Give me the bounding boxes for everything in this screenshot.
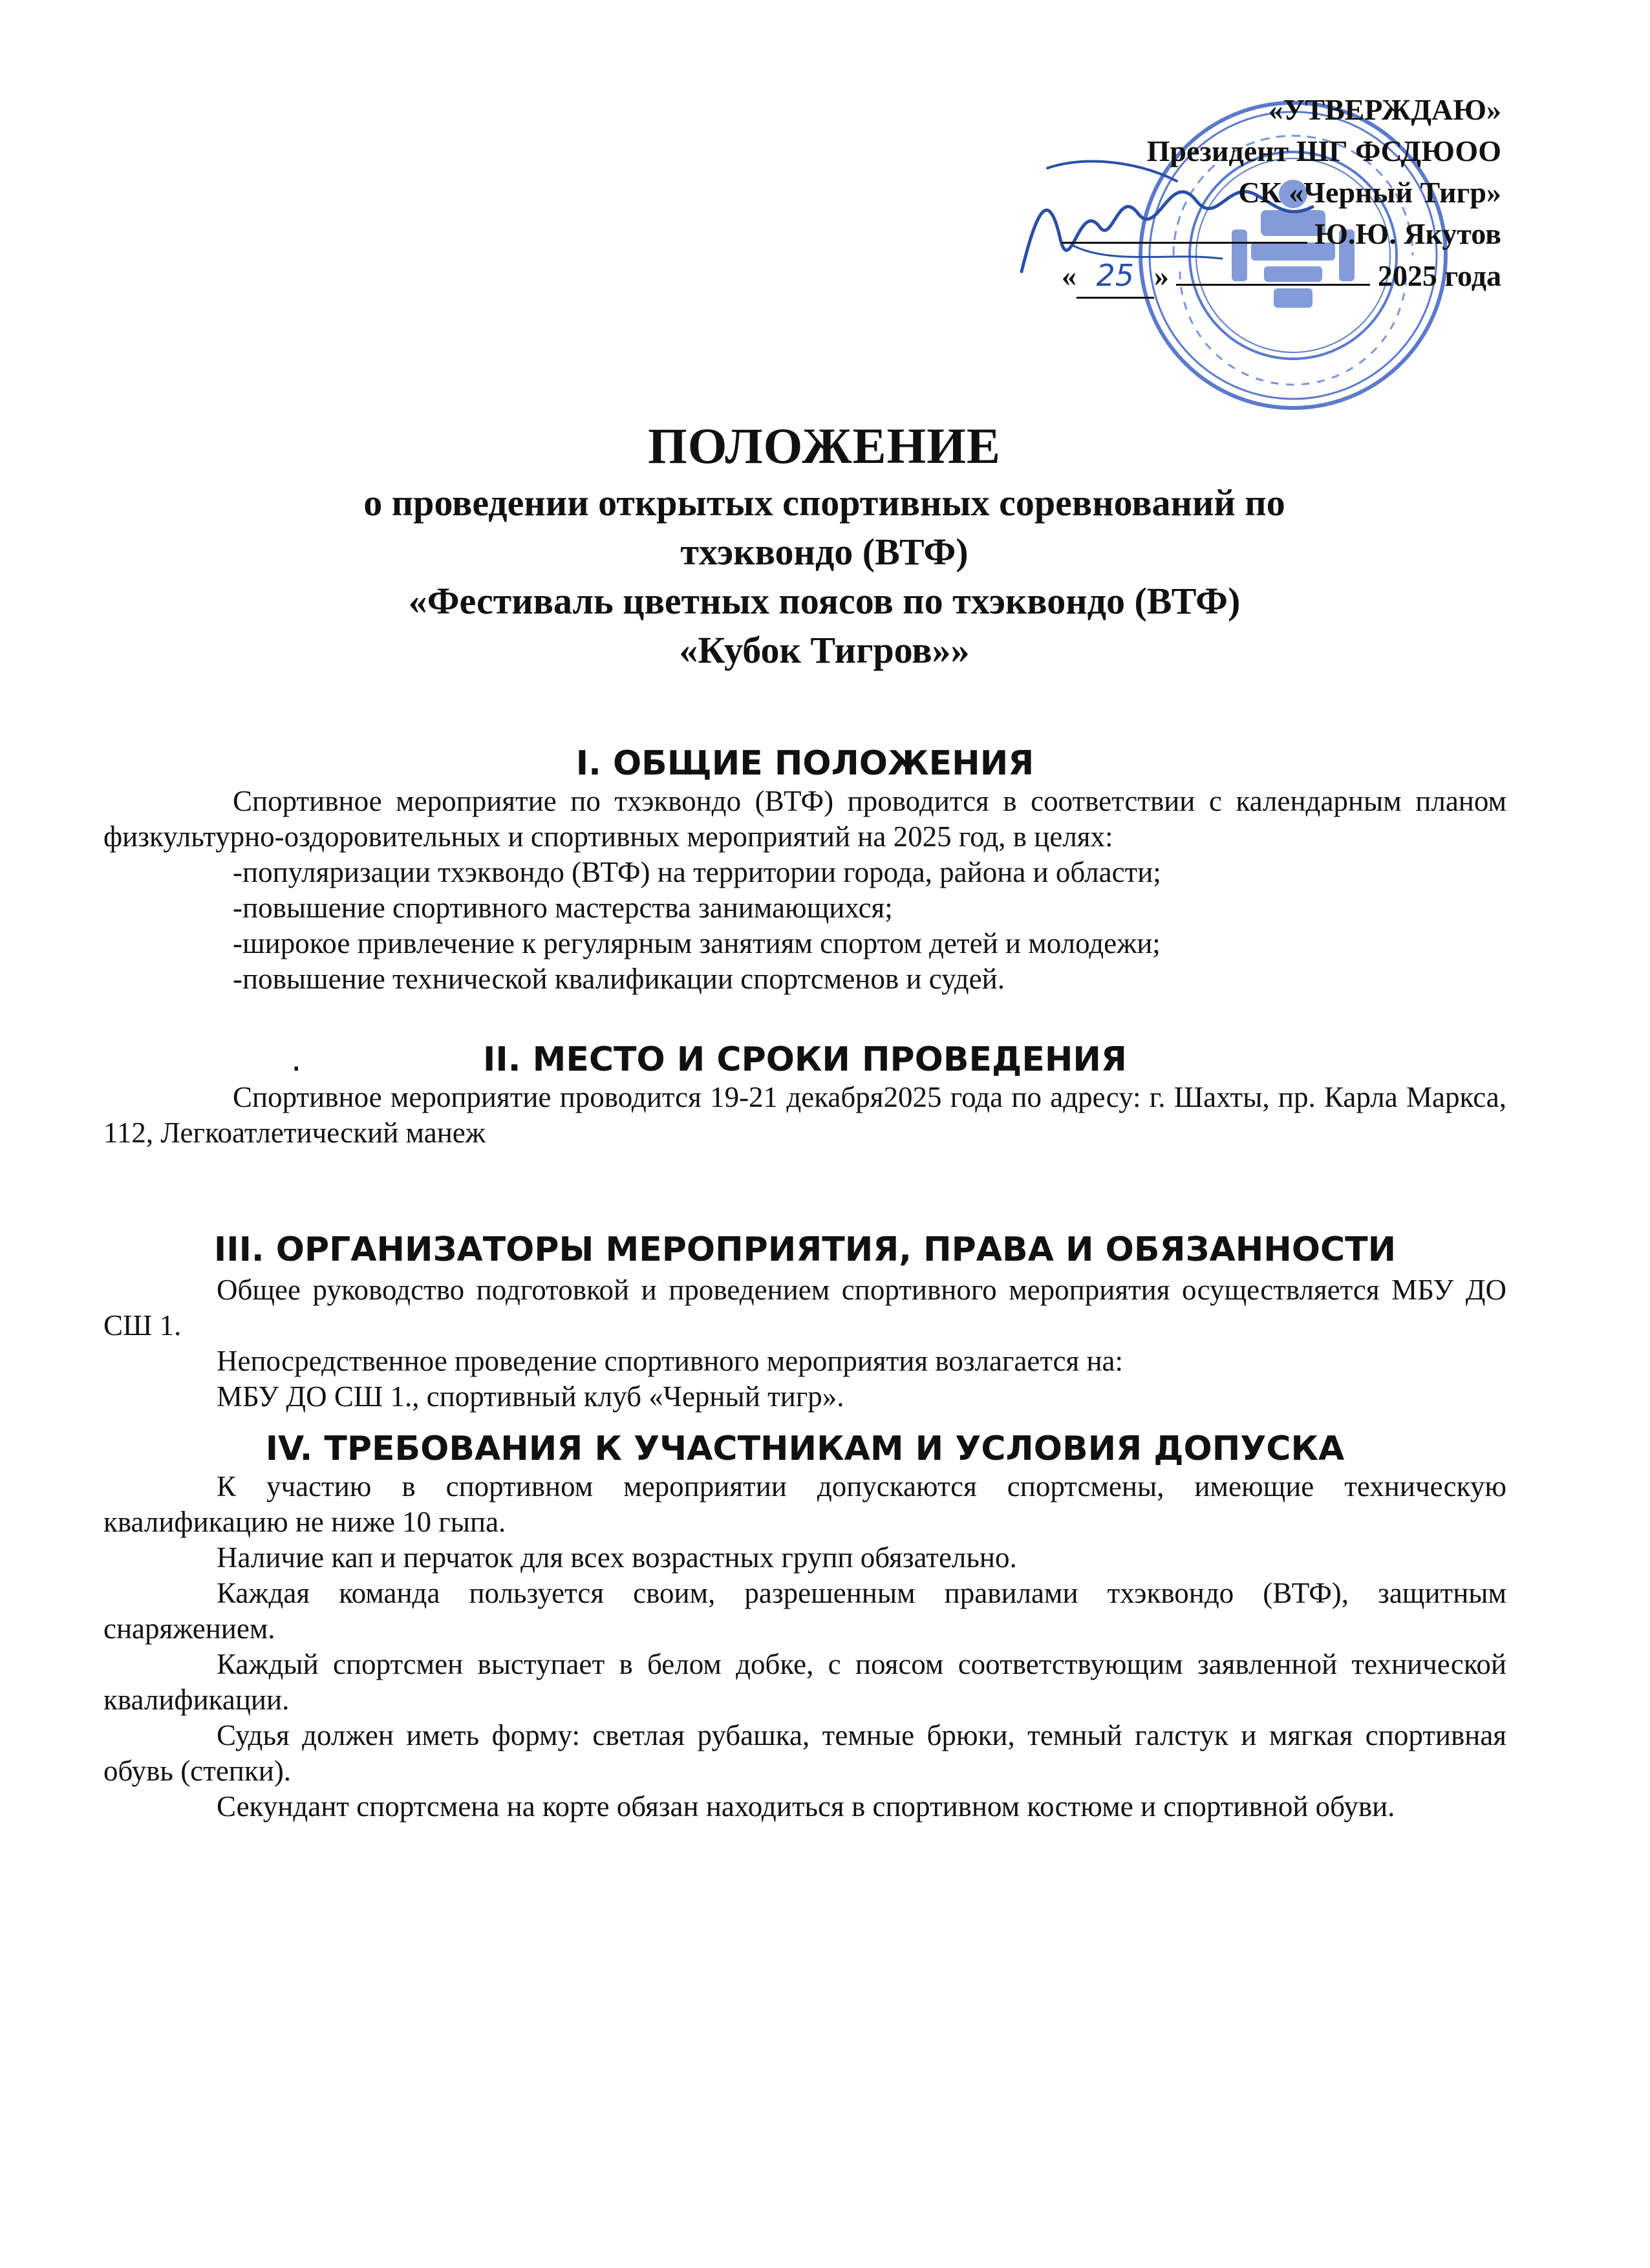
approval-block — [919, 89, 1501, 299]
section-3-heading: III. ОРГАНИЗАТОРЫ МЕРОПРИЯТИЯ, ПРАВА И ОБЯЗАННОСТИ — [213, 1230, 1397, 1269]
section-2-heading-text: II. МЕСТО И СРОКИ ПРОВЕДЕНИЯ — [483, 1040, 1127, 1079]
title-main: ПОЛОЖЕНИЕ — [648, 418, 1001, 474]
document-title — [194, 414, 1455, 675]
section-1-heading: I. ОБЩИЕ ПОЛОЖЕНИЯ — [575, 744, 1034, 783]
section-4-paragraph: Наличие кап и перчаток для всех возрастных групп обязательно. — [217, 1541, 1017, 1574]
date-day-blank — [1077, 255, 1154, 299]
title-line-5: «Кубок Тигров»» — [679, 629, 970, 671]
section-2-text: Спортивное мероприятие проводится 19-21 декабря2025 года по адресу: г. Шахты, пр. Карла Маркса, 112, Легкоатлетический манеж — [103, 1081, 1506, 1149]
section-1-list — [103, 855, 1506, 997]
list-item: -повышение спортивного мастерства занимающихся; — [233, 892, 893, 924]
document-body — [103, 744, 1506, 1824]
date-open-quote: « — [1061, 259, 1077, 292]
section-4-paragraph: Каждый спортсмен выступает в белом добке, с поясом соответствующим заявленной технической квалификации. — [103, 1648, 1506, 1716]
approval-line-name — [919, 213, 1501, 255]
section-3-p2: Непосредственное проведение спортивного мероприятия возлагается на: — [217, 1345, 1124, 1377]
list-item: -повышение технической квалификации спортсменов и судей. — [233, 963, 1005, 995]
section-4-paragraph: Секундант спортсмена на корте обязан находиться в спортивном костюме и спортивной обуви. — [217, 1790, 1395, 1823]
title-line-4: «Фестиваль цветных поясов по тхэквондо (ВТФ) — [408, 580, 1241, 622]
signature-blank — [1062, 242, 1307, 244]
approval-line-club: СК «Черный Тигр» — [1238, 176, 1501, 209]
section-3-p3: МБУ ДО СШ 1., спортивный клуб «Черный тигр». — [217, 1380, 844, 1413]
date-year: 2025 года — [1377, 259, 1501, 292]
title-line-3: тхэквондо (ВТФ) — [680, 531, 969, 573]
title-line-2: о проведении открытых спортивных соревнований по — [363, 482, 1285, 524]
approver-name: Ю.Ю. Якутов — [1314, 217, 1501, 250]
section-3-p1: Общее руководство подготовкой и проведением спортивного мероприятия осуществляется МБУ ДО СШ 1. — [103, 1274, 1506, 1342]
section-2-heading — [103, 1040, 1506, 1080]
approval-line-date — [919, 255, 1501, 299]
stray-dot: . — [291, 1040, 302, 1079]
section-4-paragraph: К участию в спортивном мероприятии допускаются спортсмены, имеющие техническую квалификацию не ниже 10 гыпа. — [103, 1470, 1506, 1538]
approval-line-approve: «УТВЕРЖДАЮ» — [1268, 93, 1501, 126]
list-item: -широкое привлечение к регулярным занятиям спортом детей и молодежи; — [233, 927, 1161, 959]
section-4-paragraph: Каждая команда пользуется своим, разрешенным правилами тхэквондо (ВТФ), защитным снаряжением. — [103, 1577, 1506, 1645]
list-item: -популяризации тхэквондо (ВТФ) на территории города, района и области; — [233, 856, 1161, 888]
approval-line-president: Президент ШГ ФСДЮОО — [1146, 134, 1501, 167]
date-close-quote: » — [1153, 259, 1169, 292]
date-month-blank — [1176, 284, 1370, 286]
section-4-heading: IV. ТРЕБОВАНИЯ К УЧАСТНИКАМ И УСЛОВИЯ ДОПУСКА — [265, 1429, 1345, 1468]
section-4-paragraph: Судья должен иметь форму: светлая рубашка, темные брюки, темный галстук и мягкая спортивная обувь (степки). — [103, 1719, 1506, 1787]
section-1-intro: Спортивное мероприятие по тхэквондо (ВТФ) проводится в соответствии с календарным планом физкультурно-оздоровительных и спортивных мероприятий на 2025 год, в целях: — [103, 785, 1506, 853]
date-day: 25 — [1096, 258, 1135, 293]
